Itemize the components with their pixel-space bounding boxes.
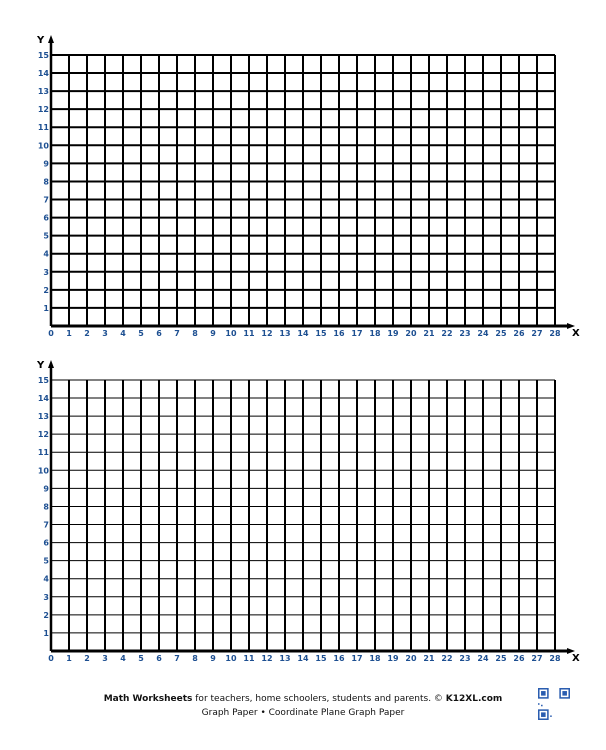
x-tick-label: 19 <box>387 654 399 663</box>
x-tick-label: 18 <box>369 654 381 663</box>
x-tick-label: 7 <box>174 329 180 338</box>
x-tick-label: 2 <box>84 329 90 338</box>
footer-text: for teachers, home schoolers, students and parents. © <box>192 694 446 704</box>
x-tick-label: 24 <box>477 329 489 338</box>
y-tick-label: 5 <box>43 556 49 566</box>
x-tick-label: 6 <box>156 654 162 663</box>
x-tick-label: 27 <box>531 654 543 663</box>
y-tick-label: 9 <box>43 159 49 169</box>
y-axis-label: Y <box>37 359 45 371</box>
x-tick-label: 1 <box>66 654 72 663</box>
x-tick-label: 23 <box>459 654 471 663</box>
x-tick-label: 23 <box>459 329 471 338</box>
x-tick-label: 14 <box>297 329 309 338</box>
y-tick-label: 2 <box>43 610 49 620</box>
x-tick-label: 19 <box>387 329 399 338</box>
x-tick-label: 25 <box>495 654 507 663</box>
x-tick-label: 27 <box>531 329 543 338</box>
y-tick-label: 13 <box>37 87 49 97</box>
x-tick-label: 12 <box>261 329 273 338</box>
x-tick-label: 14 <box>297 654 309 663</box>
x-tick-label: 0 <box>48 654 54 663</box>
y-tick-label: 14 <box>37 69 49 79</box>
x-tick-label: 3 <box>102 654 108 663</box>
y-tick-label: 10 <box>37 141 49 151</box>
x-tick-label: 22 <box>441 654 453 663</box>
y-tick-label: 11 <box>37 123 49 133</box>
x-tick-label: 8 <box>192 329 198 338</box>
footer-site-link[interactable]: K12XL.com <box>445 694 503 704</box>
y-tick-label: 3 <box>43 267 49 277</box>
x-tick-label: 12 <box>261 654 273 663</box>
y-tick-label: 12 <box>37 105 49 115</box>
x-tick-label: 10 <box>225 329 237 338</box>
x-axis-label: X <box>572 653 580 664</box>
y-tick-label: 11 <box>37 448 49 458</box>
x-tick-label: 20 <box>405 654 417 663</box>
footer-line-1 <box>0 692 606 706</box>
x-tick-label: 25 <box>495 329 507 338</box>
x-tick-label: 24 <box>477 654 489 663</box>
y-tick-label: 8 <box>43 502 49 512</box>
x-tick-label: 1 <box>66 329 72 338</box>
x-tick-label: 26 <box>513 654 525 663</box>
x-tick-label: 6 <box>156 329 162 338</box>
x-tick-label: 21 <box>423 654 435 663</box>
x-tick-label: 5 <box>138 654 144 663</box>
qr-code-icon[interactable] <box>538 688 570 720</box>
x-tick-label: 16 <box>333 329 345 338</box>
x-tick-label: 8 <box>192 654 198 663</box>
x-tick-label: 13 <box>279 654 291 663</box>
x-tick-label: 28 <box>549 329 561 338</box>
x-tick-label: 2 <box>84 654 90 663</box>
x-tick-label: 13 <box>279 329 291 338</box>
y-tick-label: 7 <box>43 195 49 205</box>
x-tick-label: 22 <box>441 329 453 338</box>
x-tick-label: 17 <box>351 329 363 338</box>
y-tick-label: 6 <box>43 538 49 548</box>
y-tick-label: 6 <box>43 213 49 223</box>
footer <box>0 692 606 720</box>
y-axis-label: Y <box>37 34 45 46</box>
y-tick-label: 4 <box>43 249 49 259</box>
y-tick-label: 8 <box>43 177 49 187</box>
x-tick-label: 4 <box>120 654 126 663</box>
x-tick-label: 15 <box>315 654 327 663</box>
x-tick-label: 18 <box>369 329 381 338</box>
x-tick-label: 11 <box>243 329 255 338</box>
x-axis-label: X <box>572 328 580 339</box>
x-tick-label: 3 <box>102 329 108 338</box>
x-tick-label: 28 <box>549 654 561 663</box>
y-tick-label: 13 <box>37 412 49 422</box>
footer-line-2: Graph Paper • Coordinate Plane Graph Paper <box>201 708 405 718</box>
y-tick-label: 1 <box>43 303 49 313</box>
x-tick-label: 5 <box>138 329 144 338</box>
x-tick-label: 16 <box>333 654 345 663</box>
x-tick-label: 21 <box>423 329 435 338</box>
footer-brand: Math Worksheets <box>103 694 193 704</box>
x-tick-label: 9 <box>210 654 216 663</box>
y-tick-label: 7 <box>43 520 49 530</box>
x-tick-label: 11 <box>243 654 255 663</box>
x-tick-label: 17 <box>351 654 363 663</box>
y-tick-label: 10 <box>37 466 49 476</box>
y-tick-label: 14 <box>37 394 49 404</box>
x-tick-label: 10 <box>225 654 237 663</box>
y-tick-label: 15 <box>37 50 49 60</box>
y-tick-label: 9 <box>43 484 49 494</box>
y-tick-label: 3 <box>43 592 49 602</box>
x-tick-label: 7 <box>174 654 180 663</box>
x-tick-label: 9 <box>210 329 216 338</box>
y-axis-arrow-icon <box>48 360 54 368</box>
y-tick-label: 1 <box>43 628 49 638</box>
y-tick-label: 15 <box>37 375 49 385</box>
x-tick-label: 20 <box>405 329 417 338</box>
y-tick-label: 5 <box>43 231 49 241</box>
y-tick-label: 12 <box>37 430 49 440</box>
y-tick-label: 4 <box>43 574 49 584</box>
x-tick-label: 15 <box>315 329 327 338</box>
x-tick-label: 26 <box>513 329 525 338</box>
x-tick-label: 4 <box>120 329 126 338</box>
y-tick-label: 2 <box>43 285 49 295</box>
x-tick-label: 0 <box>48 329 54 338</box>
